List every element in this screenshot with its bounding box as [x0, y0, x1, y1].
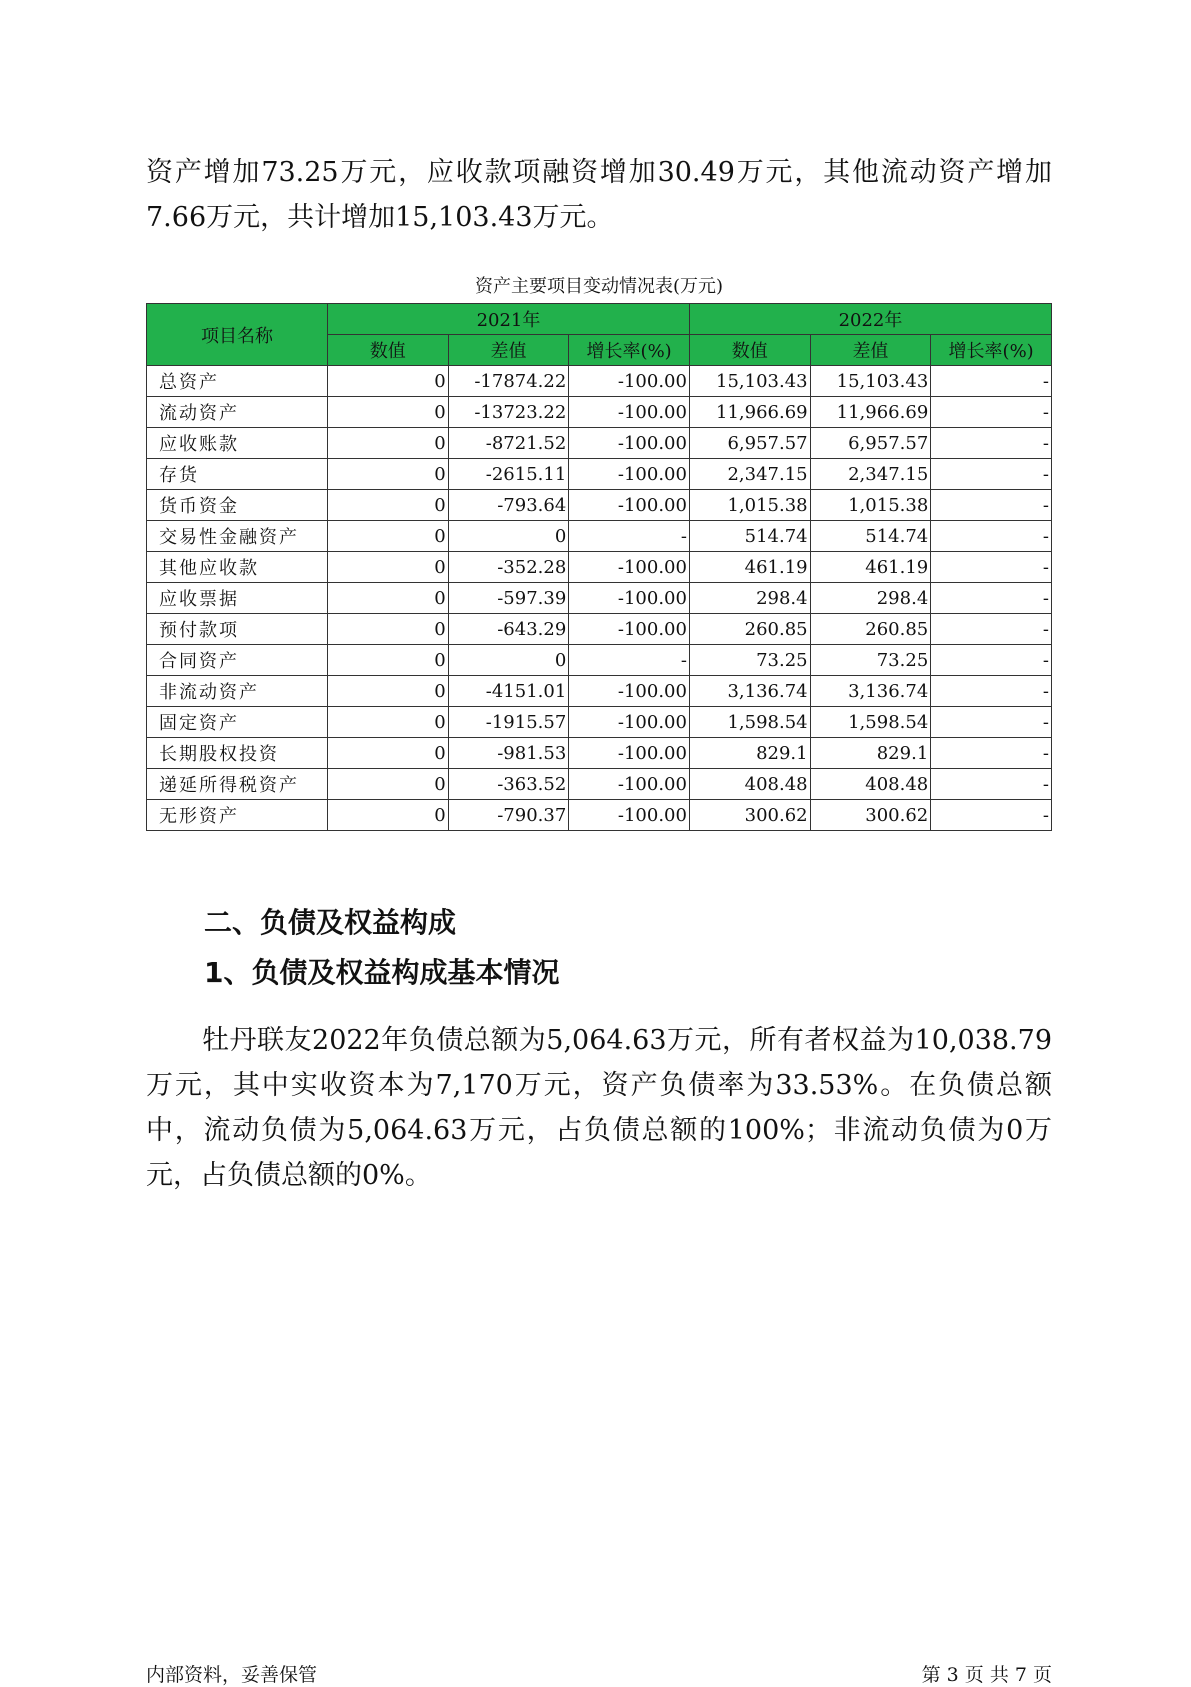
table-cell: - [931, 490, 1052, 521]
table-cell: - [931, 738, 1052, 769]
table-caption: 资产主要项目变动情况表(万元) [474, 276, 724, 297]
table-cell: 3,136.74 [810, 676, 931, 707]
table-cell: 0 [327, 738, 448, 769]
table-cell: 298.4 [689, 583, 810, 614]
header-value-2022: 数值 [689, 335, 810, 366]
table-row [147, 614, 1052, 645]
table-cell: -4151.01 [448, 676, 569, 707]
table-cell: 1,598.54 [810, 707, 931, 738]
row-label: 合同资产 [147, 645, 328, 676]
table-cell: -352.28 [448, 552, 569, 583]
table-row [147, 366, 1052, 397]
table-cell: 461.19 [689, 552, 810, 583]
table-cell: 15,103.43 [810, 366, 931, 397]
table-row [147, 397, 1052, 428]
table-cell: 408.48 [810, 769, 931, 800]
table-cell: 514.74 [689, 521, 810, 552]
table-cell: -1915.57 [448, 707, 569, 738]
header-rate-2021: 增长率(%) [569, 335, 690, 366]
table-cell: - [931, 676, 1052, 707]
table-cell: 829.1 [689, 738, 810, 769]
table-cell: - [931, 521, 1052, 552]
table-cell: 0 [448, 645, 569, 676]
row-label: 其他应收款 [147, 552, 328, 583]
row-label: 递延所得税资产 [147, 769, 328, 800]
table-cell: 0 [327, 397, 448, 428]
row-label: 应收票据 [147, 583, 328, 614]
row-label: 存货 [147, 459, 328, 490]
table-cell: 300.62 [689, 800, 810, 831]
header-diff-2022: 差值 [810, 335, 931, 366]
table-row [147, 645, 1052, 676]
section-heading: 二、负债及权益构成 [204, 906, 457, 939]
row-label: 流动资产 [147, 397, 328, 428]
table-cell: -100.00 [569, 676, 690, 707]
table-cell: 0 [327, 552, 448, 583]
intro-paragraph: 资产增加73.25万元，应收款项融资增加30.49万元，其他流动资产增加7.66万元，共计增加15,103.43万元。 [146, 157, 1052, 233]
table-cell: 298.4 [810, 583, 931, 614]
table-cell: -100.00 [569, 428, 690, 459]
table-cell: 260.85 [810, 614, 931, 645]
table-cell: - [931, 459, 1052, 490]
table-cell: -363.52 [448, 769, 569, 800]
table-cell: -2615.11 [448, 459, 569, 490]
header-rate-2022: 增长率(%) [931, 335, 1052, 366]
row-label: 应收账款 [147, 428, 328, 459]
table-cell: - [931, 583, 1052, 614]
table-cell: -100.00 [569, 490, 690, 521]
row-label: 非流动资产 [147, 676, 328, 707]
table-cell: 73.25 [689, 645, 810, 676]
table-cell: -100.00 [569, 707, 690, 738]
table-cell: 0 [327, 769, 448, 800]
table-cell: 6,957.57 [810, 428, 931, 459]
header-item-name: 项目名称 [147, 304, 328, 366]
table-cell: -13723.22 [448, 397, 569, 428]
table-row [147, 428, 1052, 459]
row-label: 长期股权投资 [147, 738, 328, 769]
table-cell: -981.53 [448, 738, 569, 769]
table-row [147, 676, 1052, 707]
table-row [147, 552, 1052, 583]
table-cell: 0 [448, 521, 569, 552]
table-cell: - [931, 552, 1052, 583]
table-cell: - [931, 614, 1052, 645]
table-cell: -100.00 [569, 800, 690, 831]
table-cell: - [931, 769, 1052, 800]
subsection-heading: 1、负债及权益构成基本情况 [204, 956, 560, 989]
table-row [147, 459, 1052, 490]
table-cell: - [569, 521, 690, 552]
table-cell: 11,966.69 [810, 397, 931, 428]
row-label: 交易性金融资产 [147, 521, 328, 552]
table-cell: 6,957.57 [689, 428, 810, 459]
table-row [147, 800, 1052, 831]
table-cell: -100.00 [569, 366, 690, 397]
table-cell: 73.25 [810, 645, 931, 676]
table-cell: 0 [327, 800, 448, 831]
header-diff-2021: 差值 [448, 335, 569, 366]
table-cell: 0 [327, 676, 448, 707]
table-cell: 0 [327, 645, 448, 676]
table-cell: 2,347.15 [689, 459, 810, 490]
asset-change-table [146, 303, 1052, 831]
table-cell: -100.00 [569, 459, 690, 490]
table-row [147, 769, 1052, 800]
table-cell: 0 [327, 428, 448, 459]
table-row [147, 490, 1052, 521]
table-cell: 260.85 [689, 614, 810, 645]
table-cell: -790.37 [448, 800, 569, 831]
table-cell: - [931, 428, 1052, 459]
table-cell: 514.74 [810, 521, 931, 552]
table-cell: 1,598.54 [689, 707, 810, 738]
table-row [147, 583, 1052, 614]
table-cell: 829.1 [810, 738, 931, 769]
footer-confidential: 内部资料，妥善保管 [146, 1664, 318, 1686]
table-cell: 0 [327, 366, 448, 397]
table-cell: -100.00 [569, 738, 690, 769]
table-cell: - [931, 645, 1052, 676]
table-cell: - [931, 366, 1052, 397]
table-cell: -100.00 [569, 583, 690, 614]
row-label: 固定资产 [147, 707, 328, 738]
table-cell: 15,103.43 [689, 366, 810, 397]
table-cell: 3,136.74 [689, 676, 810, 707]
table-cell: - [569, 645, 690, 676]
table-cell: 0 [327, 583, 448, 614]
header-year-2022: 2022年 [689, 304, 1051, 335]
table-cell: 408.48 [689, 769, 810, 800]
table-cell: 2,347.15 [810, 459, 931, 490]
table-cell: 0 [327, 707, 448, 738]
table-cell: -597.39 [448, 583, 569, 614]
row-label: 货币资金 [147, 490, 328, 521]
table-cell: 0 [327, 459, 448, 490]
liability-paragraph: 牡丹联友2022年负债总额为5,064.63万元，所有者权益为10,038.79万元，其中实收资本为7,170万元，资产负债率为33.53%。在负债总额中，流动负债为5,064.63万元，占负债总额的100%；非流动负债为0万元，占负债总额的0%。 [146, 1025, 1052, 1191]
table-cell: 11,966.69 [689, 397, 810, 428]
row-label: 总资产 [147, 366, 328, 397]
table-cell: 1,015.38 [689, 490, 810, 521]
table-cell: -643.29 [448, 614, 569, 645]
table-cell: - [931, 707, 1052, 738]
table-row [147, 521, 1052, 552]
table-cell: -8721.52 [448, 428, 569, 459]
footer-page-number: 第 3 页 共 7 页 [921, 1664, 1052, 1686]
table-cell: 0 [327, 490, 448, 521]
table-cell: -100.00 [569, 552, 690, 583]
table-cell: 461.19 [810, 552, 931, 583]
table-row [147, 707, 1052, 738]
table-cell: 0 [327, 614, 448, 645]
table-cell: 300.62 [810, 800, 931, 831]
table-cell: 0 [327, 521, 448, 552]
table-cell: - [931, 397, 1052, 428]
header-year-2021: 2021年 [327, 304, 689, 335]
table-cell: -793.64 [448, 490, 569, 521]
table-cell: -100.00 [569, 614, 690, 645]
table-cell: - [931, 800, 1052, 831]
table-cell: -17874.22 [448, 366, 569, 397]
table-cell: 1,015.38 [810, 490, 931, 521]
table-cell: -100.00 [569, 769, 690, 800]
header-value-2021: 数值 [327, 335, 448, 366]
row-label: 预付款项 [147, 614, 328, 645]
table-cell: -100.00 [569, 397, 690, 428]
table-row [147, 738, 1052, 769]
row-label: 无形资产 [147, 800, 328, 831]
